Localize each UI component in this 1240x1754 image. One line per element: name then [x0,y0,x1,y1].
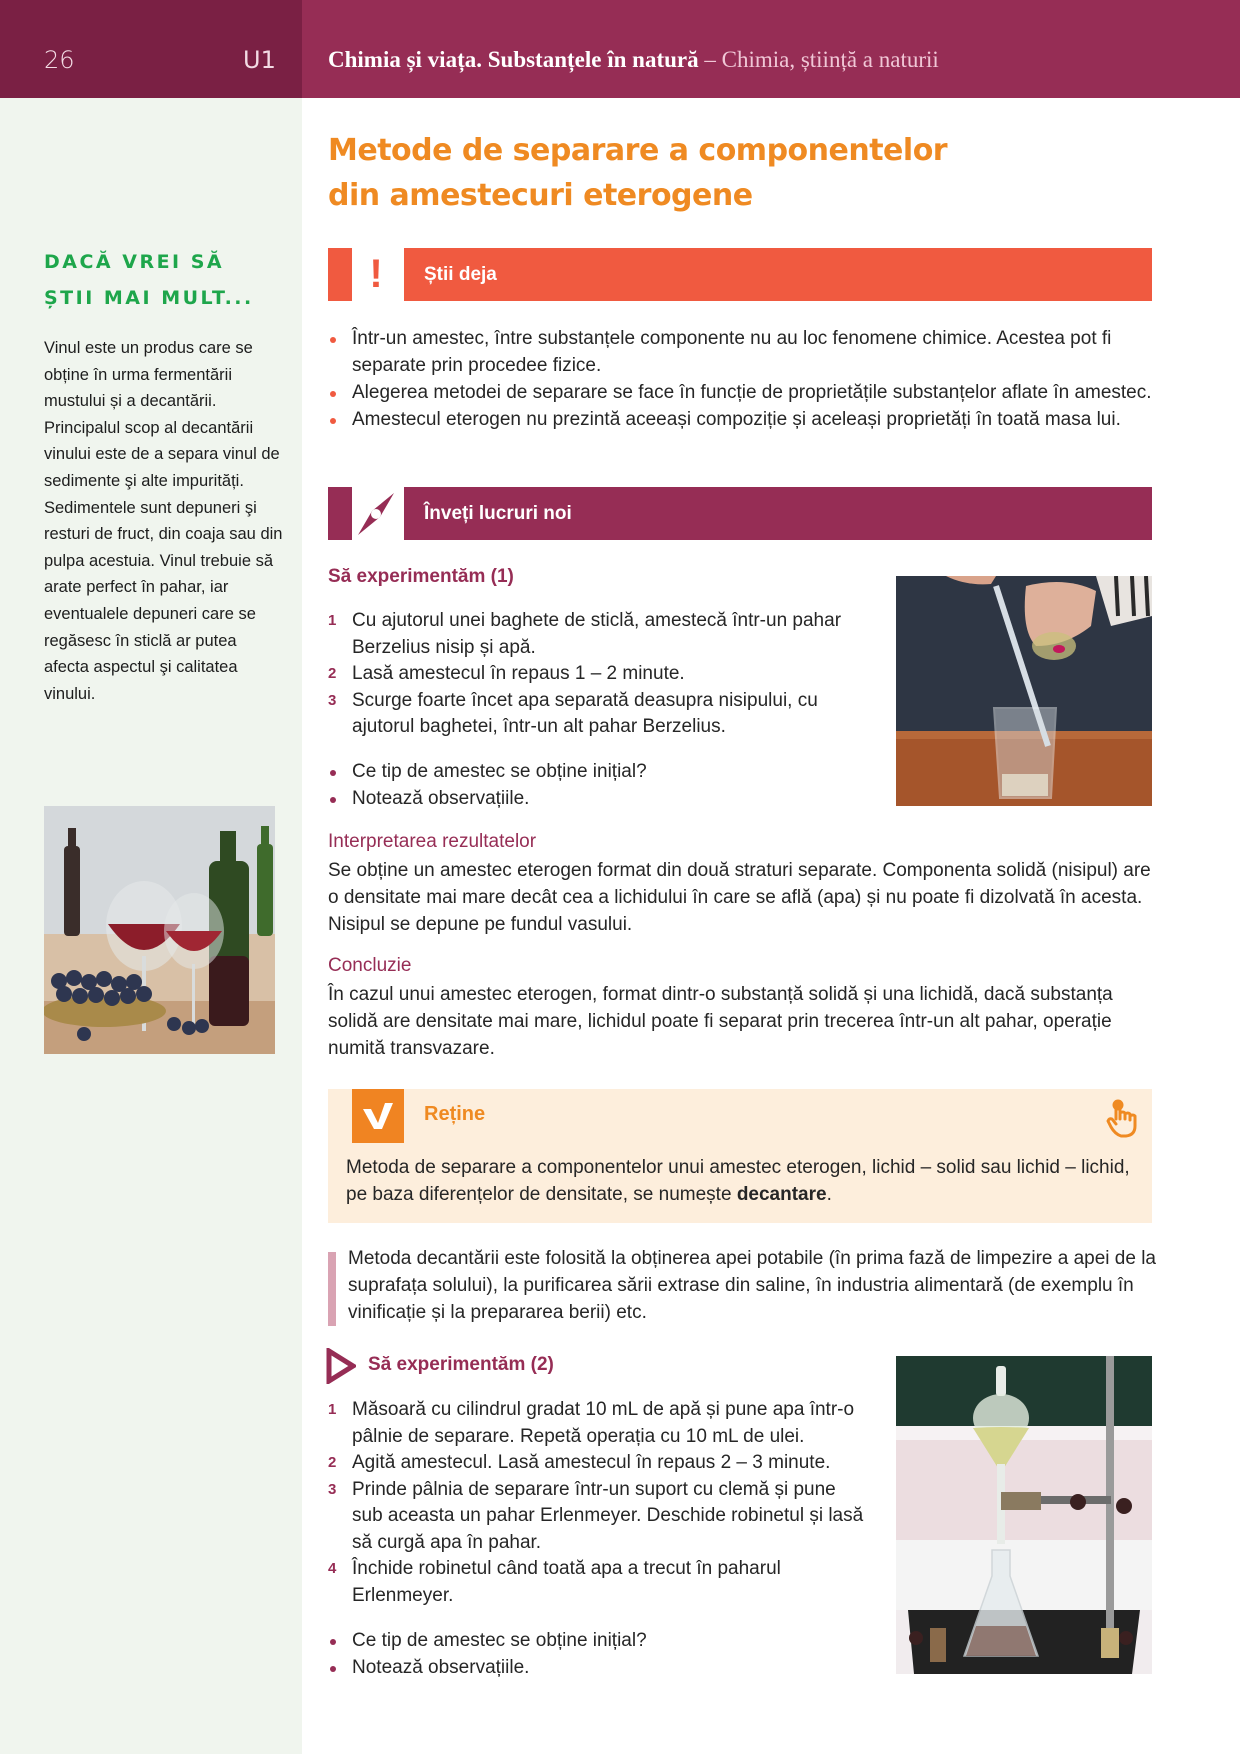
step-text: Măsoară cu cilindrul gradat 10 mL de apă și pune apa într-o pâlnie de separare. Repetă operația cu 10 mL de ulei. [352,1399,855,1447]
title-separator: – [698,47,722,72]
experiment-1-questions [328,758,868,812]
experiment-2-steps [328,1397,868,1609]
step-item [328,608,868,661]
step-text: Scurge foarte încet apa separată deasupra nisipului, cu ajutorul baghetei, într-un alt pahar Berzelius. [352,689,818,737]
experiment-1-title: Să experimentăm (1) [328,566,514,587]
step-number: 3 [328,691,337,709]
sidebar-text: Vinul este un produs care se obține în urma fermentării mustului și a decantării. Principalul scop al decantării vinului este de a separa vinul de sedimente şi alte impurități. Sedimentele sunt depuneri şi resturi de fruct, din coaja sau din pulpa acestuia. Vinul trebuie să arate perfect în pahar, iar eventualele depuneri care se regăsesc în sticlă ar putea afecta aspectul şi calitatea vinului. [44,339,283,703]
interpretation-title: Interpretarea rezultatelor [328,831,537,852]
experiment-2-title: Să experimentăm (2) [368,1354,554,1375]
exclamation-icon: ! [369,252,383,296]
running-title [328,47,939,73]
step-number: 3 [328,1480,337,1498]
page-number: 26 [44,46,75,74]
note-text: Metoda decantării este folosită la obținerea apei potabile (în prima fază de limpezire a apei de la suprafața solului), la purificarea sării extrase din saline, în industria alimentară (de exemplu în vinificație și la prepararea berii) etc. [348,1248,1156,1323]
stii-deja-list [328,325,1158,433]
list-item: Amestecul eterogen nu prezintă aceeași compoziție și aceleași proprietăți în toată masa lui. [328,406,1158,433]
separating-funnel-photo [896,1356,1152,1674]
pointing-hand-icon [1106,1099,1142,1139]
play-triangle-icon [326,1348,356,1384]
step-number: 2 [328,665,337,682]
beaker-stirring-photo [896,576,1152,806]
checkmark-icon [352,1089,404,1143]
step-number: 1 [328,1401,337,1418]
stii-deja-title: Știi deja [404,248,1152,301]
step-text: Prinde pâlnia de separare într-un suport cu clemă și pune sub aceasta un pahar Erlenmeyer. Deschide robinetul și lasă să curgă apa în pahar. [352,1478,864,1553]
question-item: Notează observațiile. [328,1654,868,1681]
step-number: 2 [328,1454,337,1471]
page-header [0,0,1240,98]
retine-box [328,1089,1152,1223]
page-title: Metode de separare a componentelor din amestecuri eterogene [328,133,948,213]
inveti-banner [328,487,1152,540]
question-item: Ce tip de amestec se obține inițial? [328,1627,868,1654]
retine-text-end: . [826,1184,832,1205]
step-item [328,1556,868,1609]
list-item: Într-un amestec, între substanțele componente nu au loc fenomene chimice. Acestea pot fi separate prin procedee fizice. [328,325,1158,379]
lesson-title: Chimia, știință a naturii [721,47,939,72]
question-item: Notează observațiile. [328,785,868,812]
unit-label: U1 [243,46,276,74]
conclusion-text: În cazul unui amestec eterogen, format dintr-o substanță solidă și una lichidă, dacă substanța solidă are densitate mai mare, lichidul poate fi separat prin trecerea într-un alt pahar, operație numită transvazare. [328,984,1113,1059]
stii-deja-banner [328,248,1152,301]
retine-text [346,1154,1146,1208]
step-text: Agită amestecul. Lasă amestecul în repaus 2 – 3 minute. [352,1452,831,1473]
list-item: Alegerea metodei de separare se face în funcție de proprietățile substanțelor aflate în amestec. [328,379,1158,406]
chapter-title: Chimia și viața. Substanțele în natură [328,47,699,72]
inveti-title: Înveți lucruri noi [404,487,1152,540]
banner-stub [328,248,352,301]
step-item [328,688,868,741]
retine-text-main: Metoda de separare a componentelor unui amestec eterogen, lichid – solid sau lichid – lichid, pe baza diferențelor de densitate, se numește [346,1157,1130,1205]
conclusion-title: Concluzie [328,955,412,976]
question-item: Ce tip de amestec se obține inițial? [328,758,868,785]
step-item [328,1450,868,1477]
compass-needle-icon [352,487,400,540]
step-number: 1 [328,612,337,629]
step-item [328,1477,868,1557]
step-text: Cu ajutorul unei baghete de sticlă, amestecă într-un pahar Berzelius nisip și apă. [352,610,842,658]
step-text: Închide robinetul când toată apa a trecut în paharul Erlenmeyer. [352,1558,781,1606]
wine-glasses-photo [44,806,275,1054]
step-text: Lasă amestecul în repaus 1 – 2 minute. [352,663,685,684]
experiment-2-questions [328,1627,868,1681]
step-item [328,661,868,688]
sidebar-heading: DACĂ VREI SĂ ȘTII MAI MULT... [44,251,254,309]
retine-term: decantare [736,1184,827,1205]
step-item [328,1397,868,1450]
retine-title: Reține [424,1103,486,1125]
note-accent-bar [328,1252,336,1326]
experiment-1-steps [328,608,868,741]
interpretation-text: Se obține un amestec eterogen format din două straturi separate. Componenta solidă (nisipul) are o densitate mai mare decât cea a lichidului în care se află (apa) și nu poate fi dizolvată în acesta. Nisipul se depune pe fundul vasului. [328,860,1151,935]
step-number: 4 [328,1560,337,1577]
banner-stub [328,487,352,540]
